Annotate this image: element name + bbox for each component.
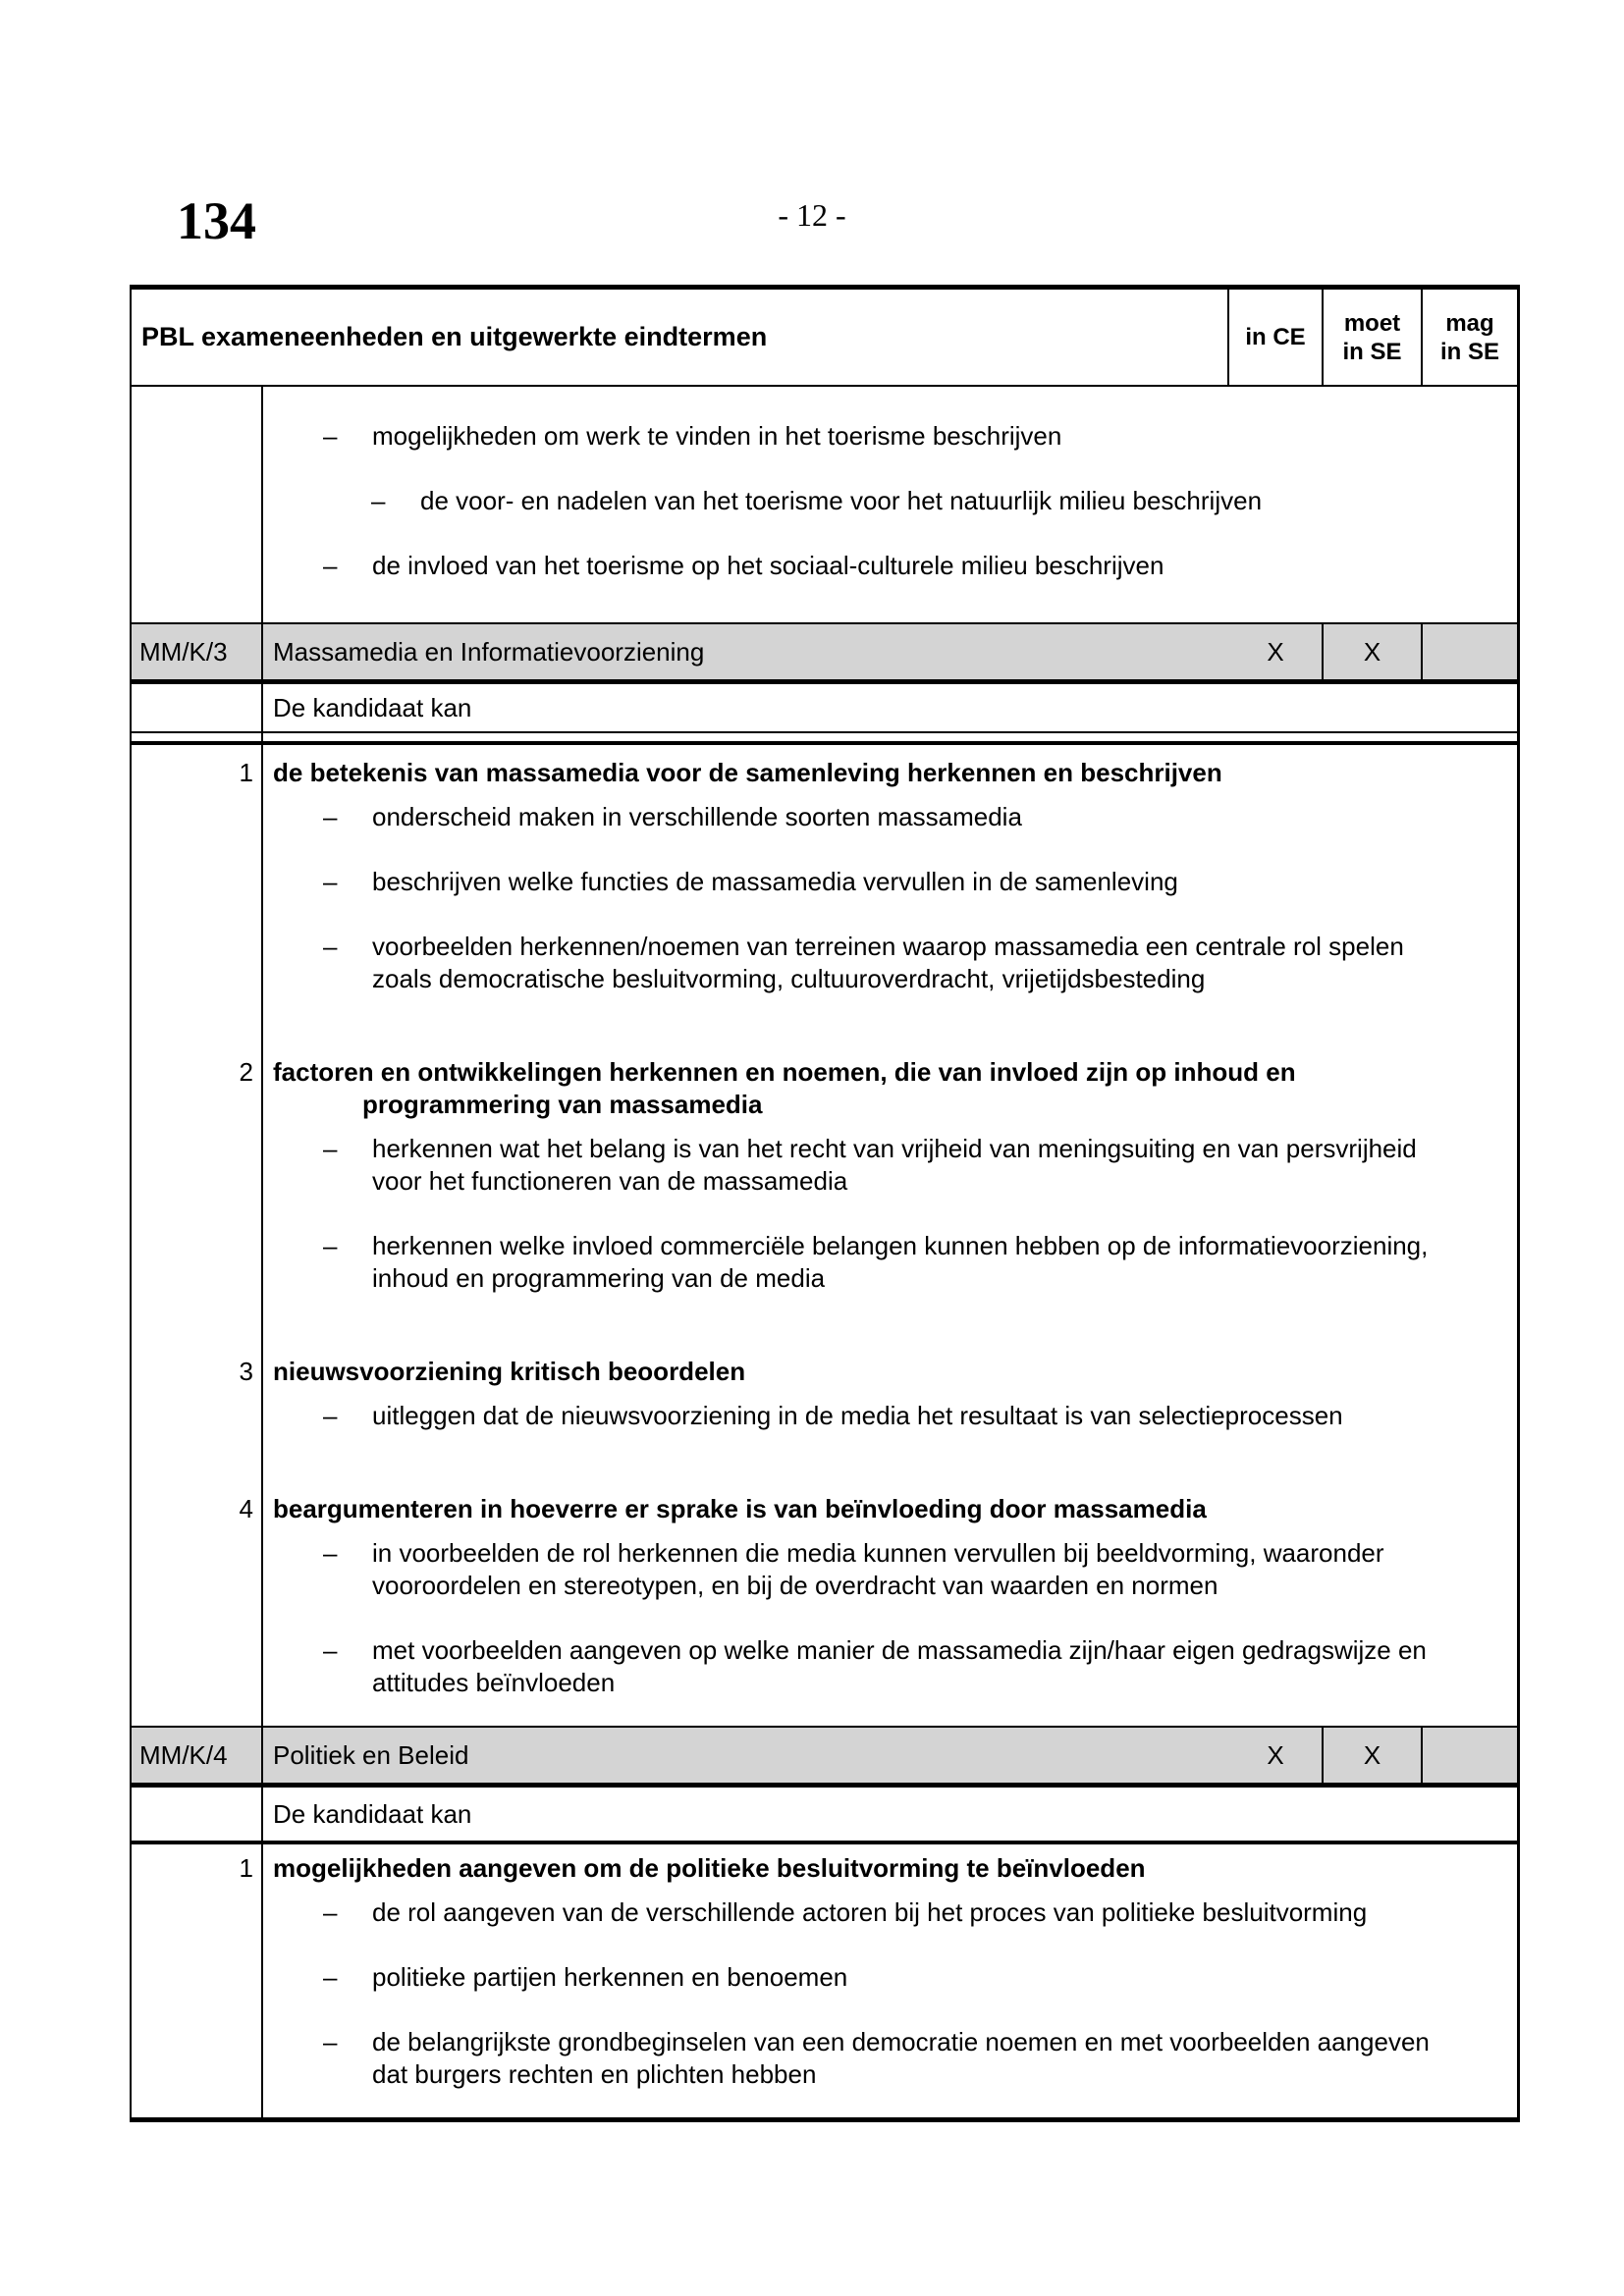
bullet-text: met voorbeelden aangeven op welke manier de massamedia zijn/haar eigen gedragswijze en [372,1635,1427,1665]
bullet-item [263,1896,1517,1929]
bullet-text: de rol aangeven van de verschillende actoren bij het proces van politieke besluitvorming [372,1897,1368,1927]
item-number: 1 [132,745,263,995]
bullet-text: de invloed van het toerisme op het sociaal-culturele milieu beschrijven [372,551,1164,580]
section-items-mmk4 [132,1844,1517,2117]
col-header-mag-line2: in SE [1439,338,1499,365]
mark-moet-in-se: X [1324,1728,1423,1783]
section-header-row-mmk3 [132,624,1517,684]
kandidaat-row [132,684,1517,733]
bullet-text: zoals democratische besluitvorming, cultuuroverdracht, vrijetijdsbesteding [372,964,1206,993]
bullet-text: politieke partijen herkennen en benoemen [372,1962,848,1992]
bullet-item [263,1133,1517,1198]
bullet-text: inhoud en programmering van de media [372,1263,826,1293]
eindterm-item [132,1432,1517,1726]
mark-mag-in-se [1423,624,1517,679]
dash-bullet: – [323,1134,338,1163]
bullet-text: vooroordelen en stereotypen, en bij de overdracht van waarden en normen [372,1571,1218,1600]
dash-bullet: – [323,932,338,961]
table-header-row [132,290,1517,387]
bullet-text: onderscheid maken in verschillende soorten massamedia [372,802,1022,831]
dash-bullet: – [323,802,338,831]
bullet-item [263,420,1517,453]
dash-bullet: – [323,1231,338,1260]
item-number: 1 [132,1844,263,2117]
item-number: 4 [132,1432,263,1726]
bullet-text: voor het functioneren van de massamedia [372,1166,848,1196]
col-header-in-ce [1229,290,1324,385]
mark-in-ce: X [1229,1728,1324,1783]
bullet-text: de belangrijkste grondbeginselen van een democratie noemen en met voorbeelden aangeven [372,2027,1430,2056]
bullet-item [263,550,1517,582]
code-cell-empty [132,733,263,741]
section-header-row-mmk4 [132,1728,1517,1788]
bullet-text: uitleggen dat de nieuwsvoorziening in de media het resultaat is van selectieprocessen [372,1401,1343,1430]
bullet-item [263,485,1517,517]
bullet-item [263,866,1517,898]
item-heading [263,1056,1517,1121]
code-cell-empty [132,684,263,731]
dash-bullet: – [323,1897,338,1927]
bullet-text: mogelijkheden om werk te vinden in het toerisme beschrijven [372,421,1062,451]
dash-bullet: – [323,551,338,580]
col-header-in-ce-label: in CE [1245,324,1306,350]
bullet-text: beschrijven welke functies de massamedia vervullen in de samenleving [372,867,1178,896]
continuation-row [132,387,1517,624]
kandidaat-label: De kandidaat kan [273,1798,472,1829]
eindterm-item [132,1295,1517,1432]
item-heading [263,1356,1517,1388]
item-heading-line: factoren en ontwikkelingen herkennen en noemen, die van invloed zijn op inhoud en [273,1057,1296,1087]
mark-in-ce: X [1229,624,1324,679]
dash-bullet: – [323,421,338,451]
dash-bullet: – [323,1635,338,1665]
section-code: MM/K/3 [132,624,263,679]
col-header-moet-in-se [1324,290,1423,385]
dash-bullet: – [323,867,338,896]
code-cell-empty [132,387,263,622]
bullet-item [263,1961,1517,1994]
item-body [263,995,1517,1295]
mark-moet-in-se: X [1324,624,1423,679]
bullet-item [263,931,1517,995]
dash-bullet: – [371,486,386,515]
item-body [263,1432,1517,1726]
item-heading [263,757,1517,789]
dash-bullet: – [323,2027,338,2056]
bullet-text: voorbeelden herkennen/noemen van terreinen waarop massamedia een centrale rol spelen [372,932,1404,961]
bullet-text: herkennen wat het belang is van het recht van vrijheid van meningsuiting en van persvrijheid [372,1134,1417,1163]
section-items-mmk3 [132,745,1517,1728]
kandidaat-row [132,1788,1517,1844]
item-body [263,1295,1517,1432]
section-title: Massamedia en Informatievoorziening [273,636,705,667]
col-header-moet-line1: moet [1343,309,1401,337]
bullet-text: herkennen welke invloed commerciële belangen kunnen hebben op de informatievoorziening, [372,1231,1429,1260]
bullet-item [263,1230,1517,1295]
table-title: PBL exameneenheden en uitgewerkte eindtermen [132,290,1229,385]
bullet-item [263,2026,1517,2091]
item-body [263,1844,1517,2117]
code-cell-empty [132,1788,263,1841]
eindterm-item [132,1844,1517,2117]
dash-bullet: – [323,1538,338,1568]
bullet-item [263,1537,1517,1602]
eindterm-item [132,745,1517,995]
bullet-item [263,1634,1517,1699]
col-header-mag-in-se [1423,290,1517,385]
item-heading [263,1493,1517,1525]
col-header-moet-line2: in SE [1342,338,1402,365]
bullet-item [263,801,1517,833]
bullet-text: attitudes beïnvloeden [372,1668,616,1697]
col-header-mag-line1: mag [1445,309,1494,337]
page-number: 134 [177,191,256,250]
exam-table [130,285,1520,2122]
bullet-item [263,1400,1517,1432]
section-title: Politiek en Beleid [273,1739,469,1770]
continuation-bullets [263,387,1517,622]
item-heading-line: beargumenteren in hoeverre er sprake is van beïnvloeding door massamedia [273,1494,1207,1523]
section-code: MM/K/4 [132,1728,263,1783]
row-divider [132,733,1517,745]
bullet-text: dat burgers rechten en plichten hebben [372,2059,817,2089]
item-heading-line: mogelijkheden aangeven om de politieke besluitvorming te beïnvloeden [273,1853,1146,1883]
item-heading [263,1852,1517,1885]
item-number: 3 [132,1295,263,1432]
kandidaat-label: De kandidaat kan [273,692,472,722]
mark-mag-in-se [1423,1728,1517,1783]
page-header-label: - 12 - [778,197,846,233]
bullet-text: de voor- en nadelen van het toerisme voor het natuurlijk milieu beschrijven [420,486,1263,515]
bullet-text: in voorbeelden de rol herkennen die media kunnen vervullen bij beeldvorming, waaronder [372,1538,1384,1568]
divider-gap [263,733,1517,741]
item-body [263,745,1517,995]
dash-bullet: – [323,1962,338,1992]
dash-bullet: – [323,1401,338,1430]
eindterm-item [132,995,1517,1295]
item-number: 2 [132,995,263,1295]
item-heading-line: de betekenis van massamedia voor de samenleving herkennen en beschrijven [273,758,1222,787]
item-heading-line: programmering van massamedia [362,1090,763,1119]
item-heading-line: nieuwsvoorziening kritisch beoordelen [273,1357,746,1386]
